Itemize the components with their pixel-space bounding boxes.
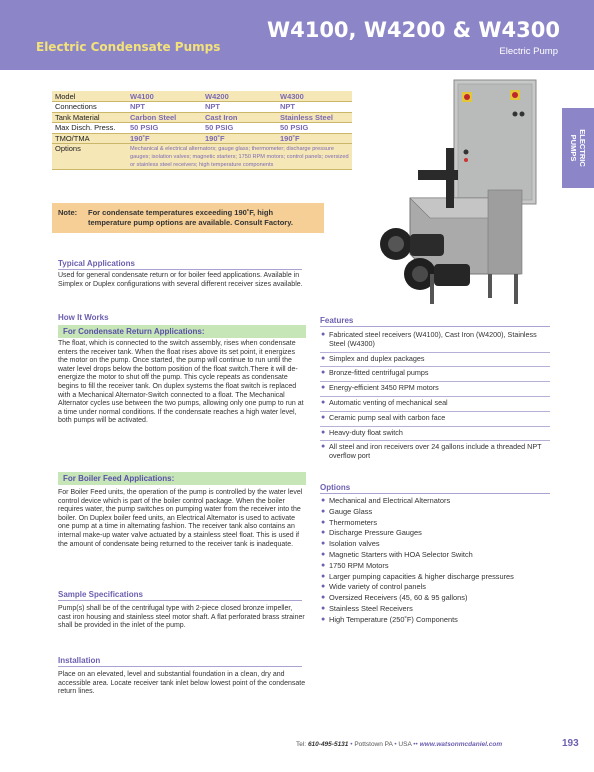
boiler-feed-text: For Boiler Feed units, the operation of the pump is controlled by the water level control device which is part of the boiler control package. When the boiler requires water, the pump switches on pumping water from the receiver into the boiler. On Duplex boiler feed units, an Electrical Alternator is used to activate one pump at a time in alternating fashion. The receiver tank also contains an internal make-up water valve actuated by a stainless steel float. This is used if the amount of condensate being returned to the receiver tank is inadequate. bbox=[58, 489, 303, 548]
website-link[interactable]: www.watsonmcdaniel.com bbox=[419, 741, 503, 748]
row-label: Tank Material bbox=[52, 112, 127, 123]
cell-value: NPT bbox=[202, 102, 277, 113]
list-item bbox=[320, 412, 550, 427]
options-list bbox=[320, 496, 560, 626]
separator-icon: • bbox=[394, 741, 397, 748]
list-item bbox=[320, 382, 550, 397]
divider bbox=[58, 600, 302, 601]
page-header bbox=[0, 0, 594, 70]
table-row bbox=[52, 102, 352, 113]
bullet-icon: ● bbox=[321, 331, 326, 338]
spec-table bbox=[52, 91, 352, 170]
feature-text: Bronze-fitted centrifugal pumps bbox=[329, 368, 429, 378]
cell-value: W4100 bbox=[127, 91, 202, 102]
row-label: Options bbox=[52, 144, 127, 170]
row-label: Model bbox=[52, 91, 127, 102]
bullet-icon: ● bbox=[321, 413, 326, 421]
bullet-icon: ● bbox=[321, 384, 326, 392]
how-it-works-heading: How It Works bbox=[58, 313, 109, 322]
option-text: Thermometers bbox=[329, 517, 378, 527]
option-text: Larger pumping capacities & higher discharge pressures bbox=[329, 571, 514, 581]
option-text: 1750 RPM Motors bbox=[329, 560, 389, 570]
cell-value: W4200 bbox=[202, 91, 277, 102]
list-item bbox=[320, 604, 560, 615]
row-label: Connections bbox=[52, 102, 127, 113]
bullet-icon: ● bbox=[321, 604, 326, 612]
option-text: High Temperature (250˚F) Components bbox=[329, 614, 458, 624]
cell-value: NPT bbox=[277, 102, 352, 113]
list-item bbox=[320, 397, 550, 412]
boiler-feed-bar: For Boiler Feed Applications: bbox=[58, 472, 306, 485]
list-item bbox=[320, 539, 560, 550]
feature-text: Energy-efficient 3450 RPM motors bbox=[329, 383, 439, 393]
cell-value: Stainless Steel bbox=[277, 112, 352, 123]
page-title: W4100, W4200 & W4300 bbox=[266, 18, 560, 42]
bullet-icon: ● bbox=[321, 354, 326, 362]
cell-value: 190˚F bbox=[127, 133, 202, 144]
feature-text: Fabricated steel receivers (W4100), Cast Iron (W4200), Stainless Steel (W4300) bbox=[329, 330, 537, 348]
list-item bbox=[320, 550, 560, 561]
side-tab-line2: PUMPS bbox=[569, 134, 578, 162]
bullet-icon: ● bbox=[321, 594, 326, 602]
table-row bbox=[52, 112, 352, 123]
condensate-return-text: The float, which is connected to the switch assembly, rises when condensate enters the receiver tank. When the float rises above its set point, it energizes the motor on the pump. Once started, the pump will continue to run until the water level drops below the bottom position of the float switch.There it will de-energize the motor to shut off the pump. This cycle repeats as condensate begins to fill the receiver tank. On duplex systems the float switch is replaced with a Mechanical Alternator-Switch connected to a float. The Mechanical Alternator cycles use between the two pumps, allowing only one pump to run at a time under normal conditions. If the condensate reaches a high water level, both pumps will be activated. bbox=[58, 340, 304, 425]
page-subtitle: Electric Pump bbox=[499, 46, 558, 57]
list-item bbox=[320, 561, 560, 572]
option-text: Gauge Glass bbox=[329, 506, 373, 516]
feature-text: Simplex and duplex packages bbox=[329, 353, 425, 363]
feature-text: Heavy-duty float switch bbox=[329, 427, 403, 437]
location: Pottstown PA bbox=[354, 741, 393, 748]
option-text: Oversized Receivers (45, 60 & 95 gallons) bbox=[329, 593, 468, 603]
condensate-return-bar: For Condensate Return Applications: bbox=[58, 325, 306, 338]
separator-icon: •• bbox=[413, 741, 418, 748]
note-label: Note: bbox=[58, 208, 78, 217]
cell-value: 50 PSIG bbox=[202, 123, 277, 134]
page-footer bbox=[296, 741, 502, 748]
features-heading: Features bbox=[320, 316, 354, 325]
list-item bbox=[320, 367, 550, 382]
list-item bbox=[320, 441, 550, 464]
phone-number[interactable]: 610-495-5131 bbox=[307, 741, 349, 748]
bullet-icon: ● bbox=[321, 540, 326, 548]
bullet-icon: ● bbox=[321, 615, 326, 623]
section-title: Electric Condensate Pumps bbox=[36, 40, 221, 54]
cell-value: Cast Iron bbox=[202, 112, 277, 123]
bullet-icon: ● bbox=[321, 369, 326, 377]
typical-applications-heading: Typical Applications bbox=[58, 259, 135, 268]
bullet-icon: ● bbox=[321, 518, 326, 526]
sample-specifications-heading: Sample Specifications bbox=[58, 590, 143, 599]
option-text: Stainless Steel Receivers bbox=[329, 603, 413, 613]
cell-value: 190˚F bbox=[277, 133, 352, 144]
temperature-note bbox=[52, 203, 324, 233]
feature-text: Automatic venting of mechanical seal bbox=[329, 397, 448, 407]
divider bbox=[58, 269, 302, 270]
option-text: Wide variety of control panels bbox=[329, 582, 426, 592]
list-item bbox=[320, 427, 550, 442]
bullet-icon: ● bbox=[321, 561, 326, 569]
table-row bbox=[52, 123, 352, 134]
cell-value: 190˚F bbox=[202, 133, 277, 144]
sample-specifications-text: Pump(s) shall be of the centrifugal type with 2-piece closed bronze impeller, cast iron housing and stainless steel motor shaft. A flat perforated brass strainer shall be provided in the inlet of the pump. bbox=[58, 605, 305, 630]
cell-value: 50 PSIG bbox=[127, 123, 202, 134]
installation-text: Place on an elevated, level and substantial foundation in a clean, dry and accessible area. Locate receiver tank inlet below lowest point of the condensate return lines. bbox=[58, 671, 306, 696]
list-item bbox=[320, 496, 560, 507]
option-text: Mechanical and Electrical Alternators bbox=[329, 496, 451, 505]
bullet-icon: ● bbox=[321, 507, 326, 515]
list-item bbox=[320, 507, 560, 518]
cell-value: 50 PSIG bbox=[277, 123, 352, 134]
pump-product-image bbox=[370, 78, 566, 314]
list-item bbox=[320, 593, 560, 604]
note-text: For condensate temperatures exceeding 190˚F, high temperature pump options are available. Consult Factory. bbox=[88, 208, 293, 227]
features-list bbox=[320, 329, 550, 464]
separator-icon: • bbox=[350, 741, 353, 748]
row-label: Max Disch. Press. bbox=[52, 123, 127, 134]
list-item bbox=[320, 518, 560, 529]
country: USA bbox=[398, 741, 412, 748]
options-heading: Options bbox=[320, 483, 351, 492]
feature-text: All steel and iron receivers over 24 gallons include a threaded NPT overflow port bbox=[329, 442, 542, 461]
table-row bbox=[52, 133, 352, 144]
divider bbox=[320, 326, 550, 327]
installation-heading: Installation bbox=[58, 656, 101, 665]
side-tab-line1: ELECTRIC bbox=[578, 129, 587, 167]
list-item bbox=[320, 329, 550, 353]
section-side-tab[interactable] bbox=[562, 108, 594, 188]
divider bbox=[320, 493, 550, 494]
bullet-icon: ● bbox=[321, 398, 326, 406]
feature-text: Ceramic pump seal with carbon face bbox=[329, 412, 446, 422]
bullet-icon: ● bbox=[321, 497, 326, 504]
list-item bbox=[320, 353, 550, 368]
bullet-icon: ● bbox=[321, 583, 326, 591]
tel-label: Tel: bbox=[296, 741, 307, 748]
list-item bbox=[320, 615, 560, 626]
bullet-icon: ● bbox=[321, 443, 326, 451]
table-row bbox=[52, 91, 352, 102]
options-summary: Mechanical & electrical alternators; gauge glass; thermometer; discharge pressure gauges; isolation valves; magnetic starters; 1750 RPM motors; control panels; oversized or stainless steel receivers; high temperature components bbox=[127, 144, 352, 170]
typical-applications-text: Used for general condensate return or for boiler feed applications. Available in Simplex or Duplex configurations with several different receiver sizes available. bbox=[58, 272, 303, 288]
bullet-icon: ● bbox=[321, 428, 326, 436]
cell-value: W4300 bbox=[277, 91, 352, 102]
row-label: TMO/TMA bbox=[52, 133, 127, 144]
side-tab-label bbox=[569, 129, 587, 167]
cell-value: Carbon Steel bbox=[127, 112, 202, 123]
list-item bbox=[320, 572, 560, 583]
bullet-icon: ● bbox=[321, 572, 326, 580]
bullet-icon: ● bbox=[321, 529, 326, 537]
list-item bbox=[320, 582, 560, 593]
list-item bbox=[320, 528, 560, 539]
cell-value: NPT bbox=[127, 102, 202, 113]
option-text: Isolation valves bbox=[329, 539, 380, 549]
bullet-icon: ● bbox=[321, 550, 326, 558]
option-text: Discharge Pressure Gauges bbox=[329, 528, 422, 538]
page-number: 193 bbox=[562, 738, 579, 749]
divider bbox=[58, 666, 302, 667]
option-text: Magnetic Starters with HOA Selector Switch bbox=[329, 549, 473, 559]
table-row-options bbox=[52, 144, 352, 170]
